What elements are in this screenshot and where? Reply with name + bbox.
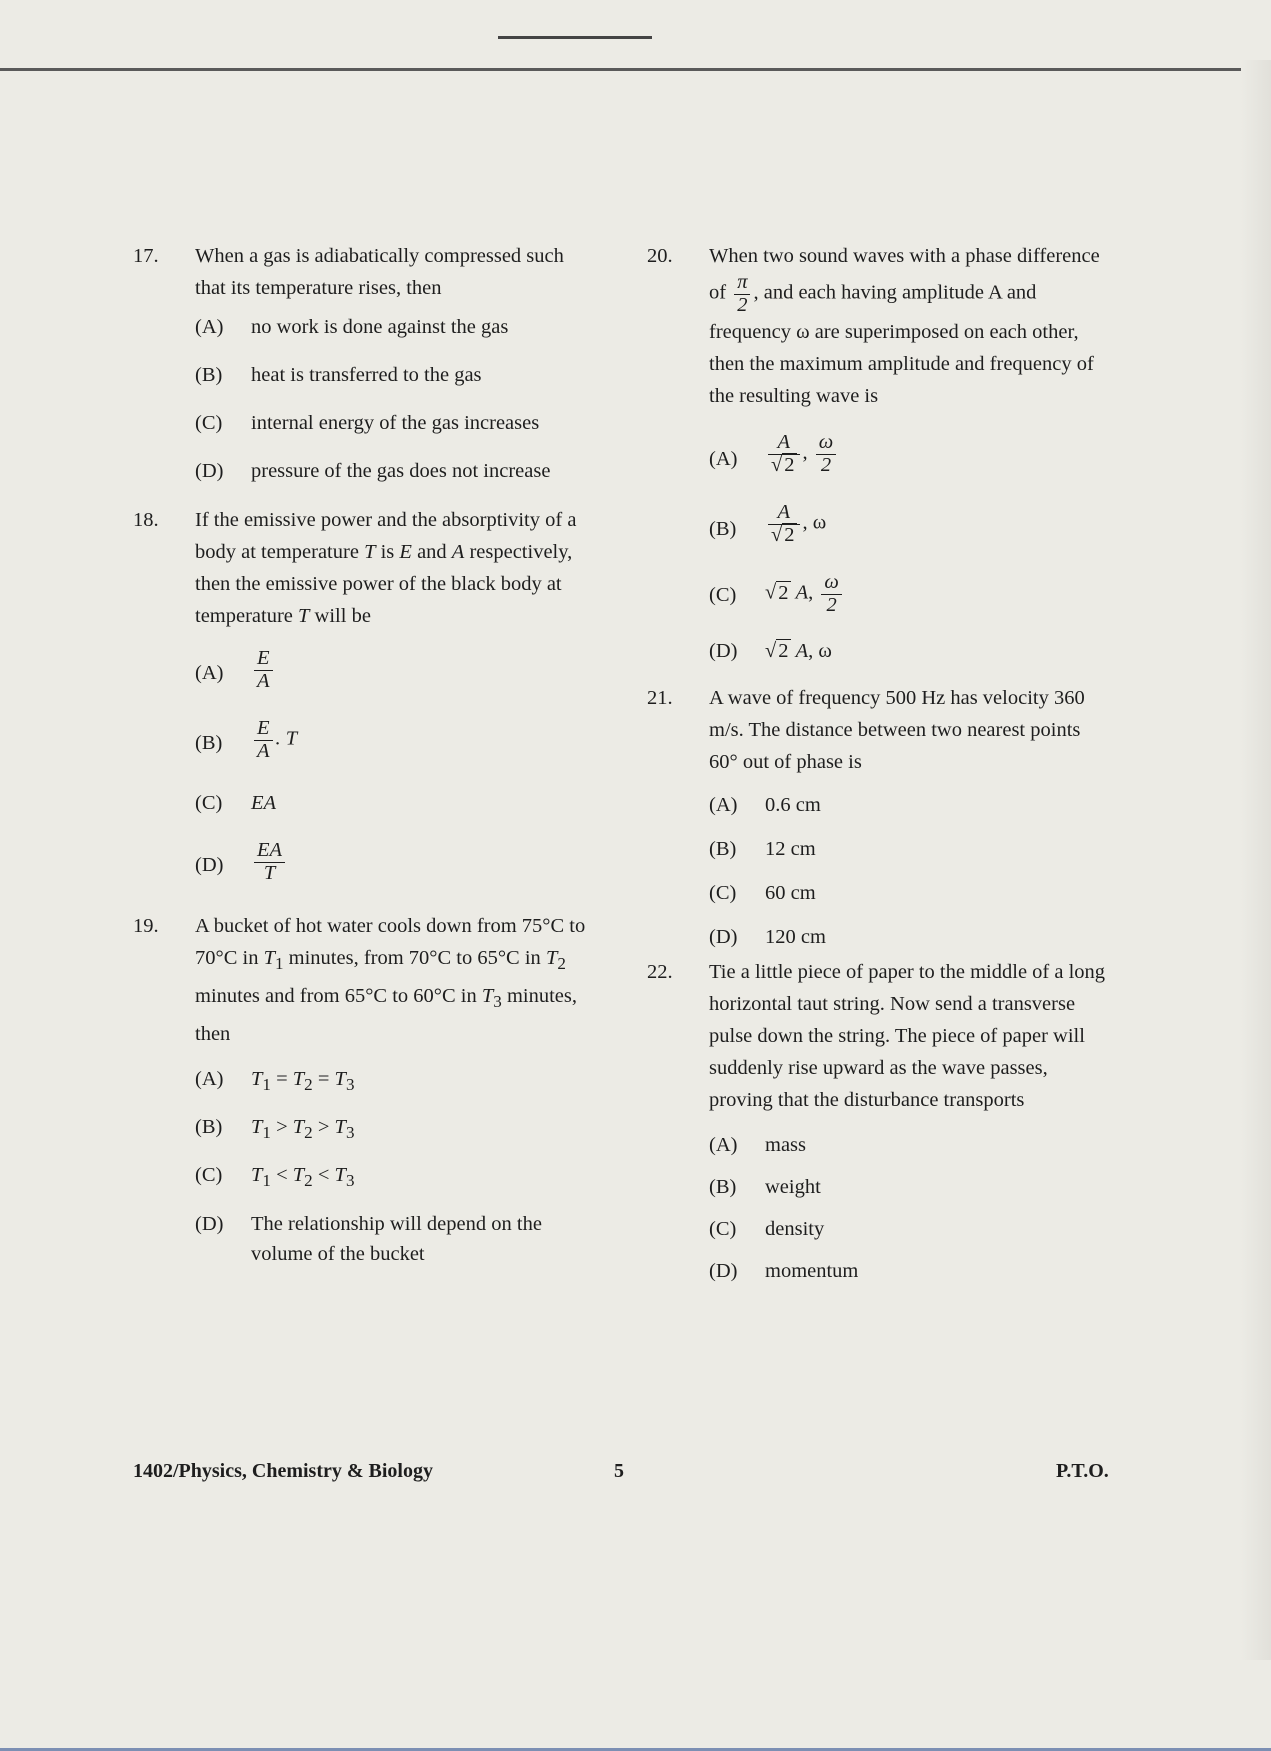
option-a: (A) mass: [709, 1134, 806, 1157]
page-edge-shadow: [1241, 60, 1271, 1660]
option-a: (A) 0.6 cm: [709, 794, 821, 817]
fraction: $\frac{E}{A}$: [254, 648, 273, 692]
options: [195, 312, 595, 486]
fraction: $\frac{\pi}{2}$: [734, 272, 750, 316]
fraction: $\frac{A}{√2}$: [768, 502, 800, 546]
question-18: [133, 504, 595, 884]
fraction: $\frac{\omega}{2}$: [816, 432, 836, 476]
option-c: (C) EA: [195, 792, 277, 815]
fraction: $\frac{EA}{T}$: [254, 840, 285, 884]
question-number: 20.: [647, 245, 673, 267]
question-text: When a gas is adiabatically compressed such that its temperature rises, then: [195, 245, 564, 299]
question-text: A wave of frequency 500 Hz has velocity 360 m/s. The distance between two nearest points 60° out of phase is: [709, 687, 1085, 774]
option-b: (B) $\frac{E}{A}$ . T: [195, 717, 298, 762]
fraction: $\frac{E}{A}$: [254, 718, 273, 762]
options: [709, 1130, 1110, 1286]
option-a: (A) $T_1 = T_2 = T_3$: [195, 1068, 355, 1095]
question-22: [647, 956, 1110, 1286]
question-number: 22.: [647, 961, 673, 984]
question-text: Tie a little piece of paper to the middle of a long horizontal taut string. Now send a transverse pulse down the string. The piece of paper will suddenly rise upward as the wave passes, proving that the disturbance transports: [709, 961, 1106, 1112]
options: [195, 1064, 595, 1268]
right-column: [647, 240, 1110, 1286]
top-rule: [0, 68, 1271, 71]
left-column: [133, 240, 595, 1269]
option-d: (D) $\frac{EA}{T}$: [195, 840, 595, 884]
option-a: (A) $\frac{E}{A}$: [195, 648, 595, 692]
option-c: (C) internal energy of the gas increases: [195, 412, 540, 434]
option-b: (B) weight: [709, 1176, 821, 1199]
option-d: (D) The relationship will depend on the volume of the bucket: [195, 1212, 542, 1265]
option-a: (A) no work is done against the gas: [195, 316, 509, 338]
question-17: [133, 240, 595, 486]
question-number: 18.: [133, 509, 159, 531]
option-d: (D) √2 A, ω: [709, 640, 832, 663]
question-19: [133, 910, 595, 1268]
option-c: (C) √2 A, $\frac{\omega}{2}$: [709, 572, 1110, 616]
question-text: When two sound waves with a phase difference of $\frac{\pi}{2}$ , and each having amplitude A and frequency ω are superimposed on each other, then the maximum amplitude and frequency of the resulting wave is: [709, 245, 1100, 408]
option-a: (A) $\frac{A}{√2}$ , $\frac{\omega}{2}$: [709, 432, 1110, 476]
option-d: (D) pressure of the gas does not increase: [195, 460, 551, 482]
top-mark: [498, 36, 652, 39]
question-number: 21.: [647, 687, 673, 710]
option-c: (C) density: [709, 1218, 825, 1241]
question-number: 19.: [133, 915, 159, 938]
options: [195, 648, 595, 884]
question-text: A bucket of hot water cools down from 75°C to 70°C in $T_1$ minutes, from 70°C to 65°C in $T_2$ minutes and from 65°C to 60°C in $T_3$ minutes, then: [195, 915, 586, 1046]
paper-code: 1402/Physics, Chemistry & Biology: [133, 1460, 433, 1482]
page-number: 5: [614, 1460, 624, 1482]
option-d: (D) 120 cm: [709, 926, 826, 949]
options: [709, 790, 1110, 952]
pto-label: P.T.O.: [1056, 1460, 1109, 1482]
question-20: [647, 240, 1110, 666]
question-21: [647, 682, 1110, 952]
option-c: (C) $T_1 < T_2 < T_3$: [195, 1164, 355, 1191]
question-text: If the emissive power and the absorptivity of a body at temperature T is E and A respectively, then the emissive power of the black body at temperature T will be: [195, 509, 577, 627]
fraction: $\frac{\omega}{2}$: [821, 572, 841, 616]
option-b: (B) heat is transferred to the gas: [195, 364, 482, 386]
option-c: (C) 60 cm: [709, 882, 816, 905]
fraction: $\frac{A}{√2}$: [768, 432, 800, 476]
option-d: (D) momentum: [709, 1260, 859, 1283]
option-b: (B) $T_1 > T_2 > T_3$: [195, 1116, 355, 1143]
options: [709, 432, 1110, 666]
option-b: (B) 12 cm: [709, 838, 816, 861]
question-number: 17.: [133, 245, 159, 267]
option-b: (B) $\frac{A}{√2}$ , ω: [709, 501, 827, 546]
